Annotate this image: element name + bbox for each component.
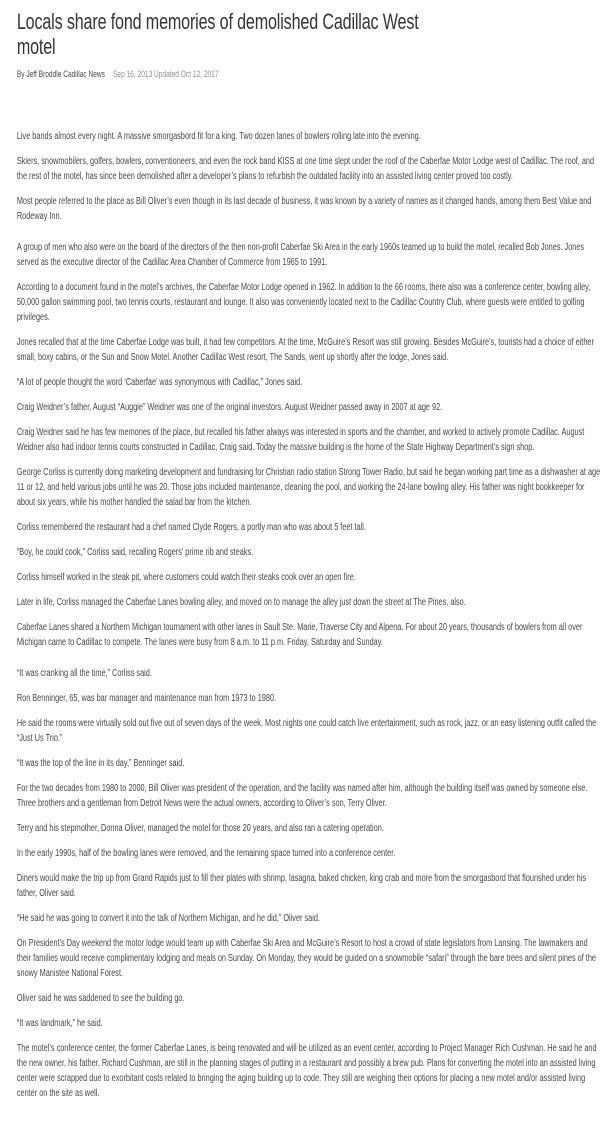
- article-paragraph: “It was landmark,” he said.: [16, 1018, 103, 1029]
- article-paragraph: The motel’s conference center, the former Caberfae Lanes, is being renovated and will be utilized as an event center, according to Project Manager Rich Cushman. He said he and the new owner, his father, Richard Cushman, are still in the planning stages of putting in a restaurant and possibly a brew pub. Plans for converting the motel into an assisted living center were scrapped due to exorbitant costs related to bringing the aging building up to code. They still are weighing their options for placing a new motel and/or assisted living center on the site as well.: [16, 1043, 597, 1099]
- article-paragraph: Corliss remembered the restaurant had a chef named Clyde Rogers, a portly man who was about 5 feet tall.: [16, 522, 366, 533]
- article-paragraph: According to a document found in the motel’s archives, the Caberfae Motor Lodge opened in 1962. In addition to the 66 rooms, there also was a conference center, bowling alley, 50,000 gallon swimming pool, two tennis courts, restaurant and lounge. It also was conveniently located next to the Cadillac Country Club, where guests were entitled to golfing privileges.: [16, 282, 591, 323]
- article-paragraph: Corliss himself worked in the steak pit, where customers could watch their steaks cook over an open fire.: [16, 572, 356, 583]
- article-paragraph: On President’s Day weekend the motor lodge would team up with Caberfae Ski Area and McGuire’s Resort to host a crowd of state legislators from Lansing. The lawmakers and their families would receive complimentary lodging and meals on Sunday. On Monday, they would be guided on a snowmobile “safari” through the bare trees and silent pines of the snowy Manistee National Forest.: [16, 938, 596, 979]
- article-paragraph: “It was cranking all the time,” Corliss said.: [16, 668, 152, 679]
- article-paragraph: A group of men who also were on the board of the directors of the then non-profit Caberfae Ski Area in the early 1960s teamed up to build the motel, recalled Bob Jones. Jones served as the executive director of the Cadillac Area Chamber of Commerce from 1965 to 1991.: [16, 242, 585, 268]
- article-byline: [17, 68, 600, 81]
- article-paragraph: Jones recalled that at the time Caberfae Lodge was built, it had few competitors. At the time, McGuire’s Resort was still growing. Besides McGuire’s, tourists had a choice of either small, boxy cabins, or the Sun and Snow Motel. Another Cadillac West resort, The Sands, went up shortly after the lodge, Jones said.: [16, 337, 594, 363]
- article-paragraph: Later in life, Corliss managed the Caberfae Lanes bowling alley, and moved on to manage the alley just down the street at The Pines, also.: [16, 597, 466, 608]
- article-paragraph: He said the rooms were virtually sold out five out of seven days of the week. Most nights one could catch live entertainment, such as rock, jazz, or an easy listening outfit called the “Just Us Trio.”: [16, 718, 597, 744]
- article-paragraph: “A lot of people thought the word ‘Caberfae’ was synonymous with Cadillac,” Jones said.: [16, 377, 303, 388]
- article-paragraph: George Corliss is currently doing marketing development and fundraising for Christian radio station Strong Tower Radio, but said he began working part time as a dishwasher at age 11 or 12, and held various jobs until he was 20. Those jobs included maintenance, cleaning the pool, and working the 24-lane bowling alley. His father was night bookkeeper for about six years, while his mother handled the salad bar from the kitchen.: [16, 467, 600, 508]
- article-page: [0, 9, 600, 1101]
- article-paragraph: In the early 1990s, half of the bowling lanes were removed, and the remaining space turned into a conference center.: [16, 848, 396, 859]
- article-paragraph: Ron Benninger, 65, was bar manager and maintenance man from 1973 to 1980.: [16, 693, 277, 704]
- article-paragraph: For the two decades from 1980 to 2000, Bill Oliver was president of the operation, and the facility was named after him, although the building itself was owned by someone else. Three brothers and a gentleman from Detroit News were the actual owners, according to Oliver’s son, Terry Oliver.: [16, 783, 588, 809]
- article-paragraph: Caberfae Lanes shared a Northern Michigan tournament with other lanes in Sault Ste. Marie, Traverse City and Alpena. For about 20 years, thousands of bowlers from all over Michigan came to Cadillac to compete. The lanes were busy from 8 a.m. to 11 p.m. Friday, Saturday and Sunday.: [16, 622, 583, 648]
- byline-author[interactable]: By Jeff Broddle Cadillac News: [16, 69, 105, 79]
- article-paragraph: Terry and his stepmother, Donna Oliver, managed the motel for those 20 years, and also ran a catering operation.: [16, 823, 384, 834]
- article-body: [17, 129, 600, 1101]
- article-paragraph: Oliver said he was saddened to see the building go.: [16, 993, 185, 1004]
- article-paragraph: “It was the top of the line in its day,” Benninger said.: [16, 758, 185, 769]
- article-paragraph: “He said he was going to convert it into the talk of Northern Michigan, and he did,” Oliver said.: [16, 913, 320, 924]
- byline-date: Sep 16, 2013 Updated Oct 12, 2017: [113, 69, 219, 79]
- article-headline: Locals share fond memories of demolished Cadillac West motel: [16, 9, 419, 59]
- article-paragraph: Most people referred to the place as Bill Oliver’s even though in its last decade of business, it was known by a variety of names as it changed hands, among them Best Value and Rodeway Inn.: [16, 196, 592, 222]
- article-paragraph: “Boy, he could cook,” Corliss said, recalling Rogers’ prime rib and steaks.: [16, 547, 254, 558]
- article-paragraph: Skiers, snowmobilers, golfers, bowlers, conventioneers, and even the rock band KISS at one time slept under the roof of the Caberfae Motor Lodge west of Cadillac. The roof, and the rest of the motel, has since been demolished after a developer’s plans to refurbish the outdated facility into an assisted living center proved too costly.: [16, 156, 595, 182]
- article-paragraph: Craig Weidner’s father, August “Auggie” Weidner was one of the original investors. August Weidner passed away in 2007 at age 92.: [16, 402, 443, 413]
- article-paragraph: Diners would make the trip up from Grand Rapids just to fill their plates with shrimp, lasagna, baked chicken, king crab and more from the smorgasbord that flourished under his father, Oliver said.: [16, 873, 587, 899]
- article-paragraph: Craig Weidner said he has few memories of the place, but recalled his father always was interested in sports and the chamber, and worked to actively promote Cadillac. August Weidner also had indoor tennis courts constructed in Cadillac, Craig said. Today the massive building is the home of the State Highway Department’s sign shop.: [16, 427, 585, 453]
- article-paragraph: Live bands almost every night. A massive smorgasbord fit for a king. Two dozen lanes of bowlers rolling late into the evening.: [16, 131, 421, 142]
